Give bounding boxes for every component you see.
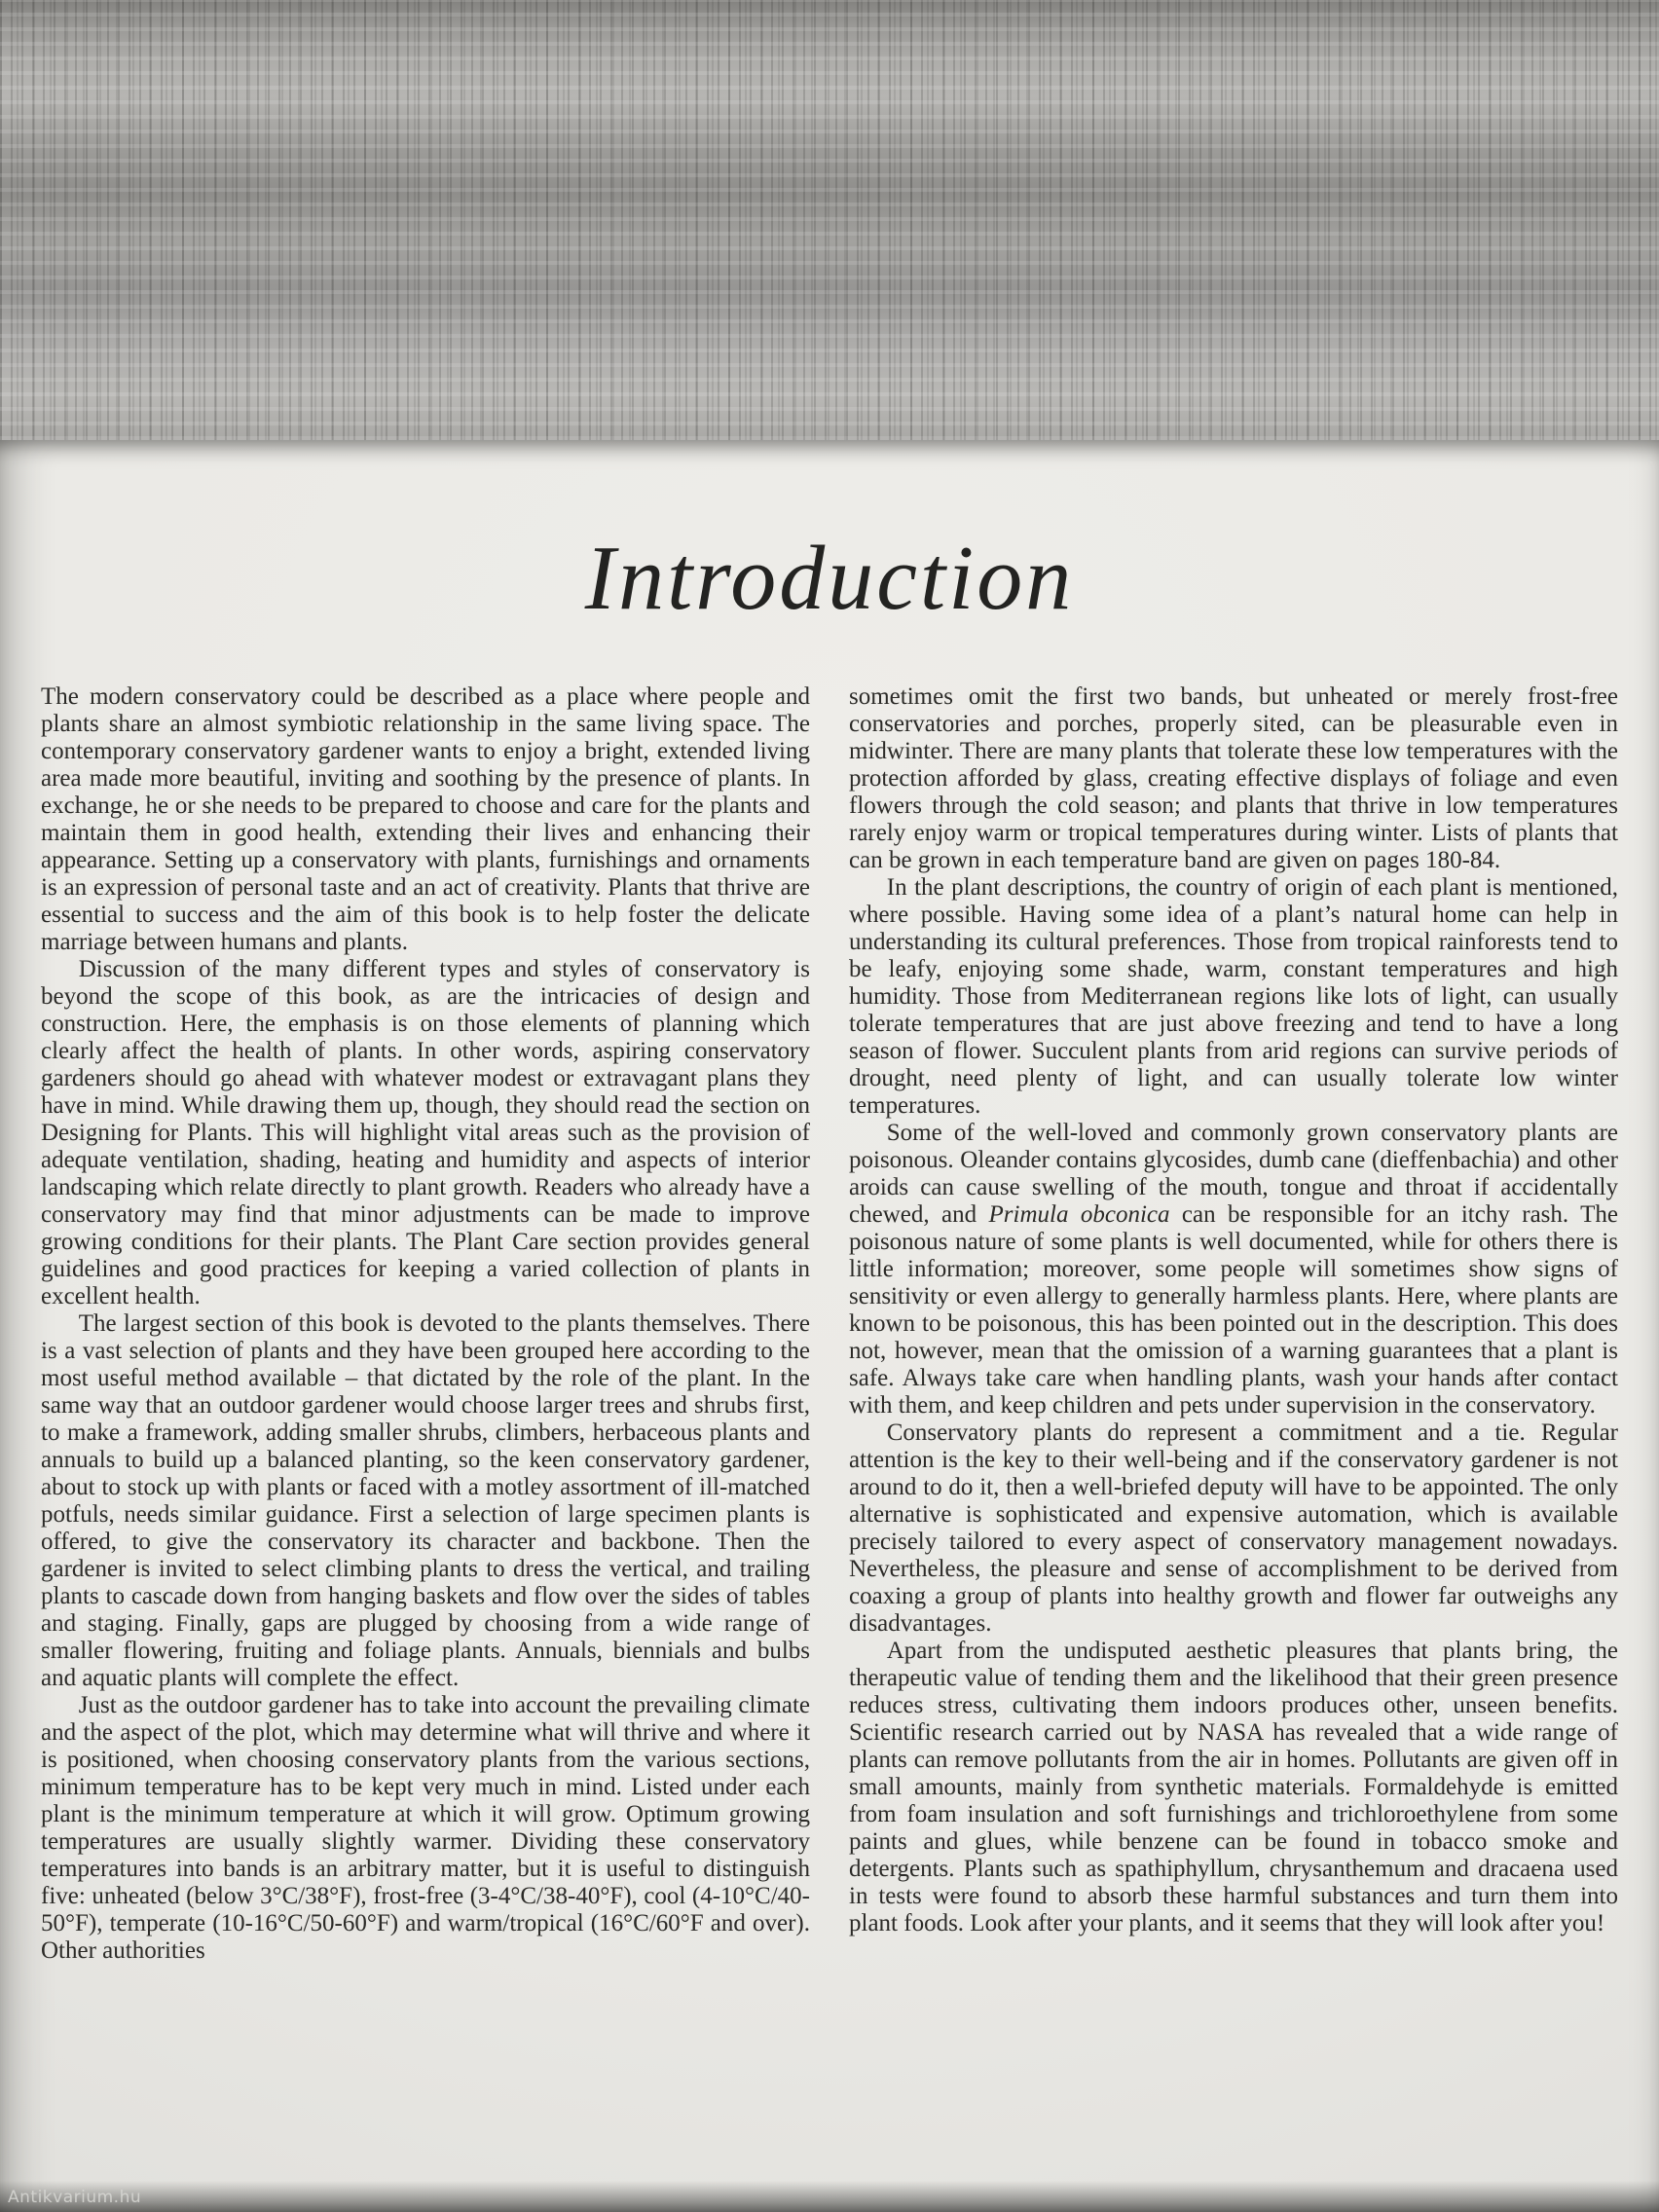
book-cover-texture bbox=[0, 0, 1659, 440]
archive-watermark: Antikvarium.hu bbox=[8, 2188, 142, 2207]
left-column bbox=[41, 683, 810, 1965]
paragraph-left-2: Discussion of the many different types and styles of conservatory is beyond the scope of this book, as are the intricacies of design and construction. Here, the emphasis is on those elements of planning which clearly affect the health of plants. In other words, aspiring conservatory gardeners should go ahead with whatever modest or extravagant plans they have in mind. While drawing them up, though, they should read the section on Designing for Plants. This will highlight vital areas such as the provision of adequate ventilation, shading, heating and humidity and aspects of interior landscaping which relate directly to plant growth. Readers who already have a conservatory may find that minor adjustments can be made to improve growing conditions for their plants. The Plant Care section provides general guidelines and good practices for keeping a varied collection of plants in excellent health. bbox=[41, 956, 810, 1309]
text-columns bbox=[0, 683, 1659, 1965]
paragraph-right-1: sometimes omit the first two bands, but unheated or merely frost-free conservatories and porches, properly sited, can be pleasurable even in midwinter. There are many plants that tolerate these low temperatures with the protection afforded by glass, creating effective displays of foliage and even flowers through the cold season; and plants that thrive in low temperatures rarely enjoy warm or tropical temperatures during winter. Lists of plants that can be grown in each temperature band are given on pages 180-84. bbox=[849, 683, 1618, 873]
paragraph-left-4: Just as the outdoor gardener has to take into account the prevailing climate and the aspect of the plot, which may determine what will thrive and where it is positioned, when choosing conservatory plants from the various sections, minimum temperature has to be kept very much in mind. Listed under each plant is the minimum temperature at which it will grow. Optimum growing temperatures are usually slightly warmer. Dividing these conservatory temperatures into bands is an arbitrary matter, but it is useful to distinguish five: unheated (below 3°C/38°F), frost-free (3-4°C/38-40°F), cool (4-10°C/40-50°F), temperate (10-16°C/50-60°F) and warm/tropical (16°C/60°F and over). Other authorities bbox=[41, 1692, 810, 1964]
paragraph-right-3-text-after: can be responsible for an itchy rash. The poisonous nature of some plants is well documented, while for others there is little information; moreover, some people will sometimes show signs of sensitivity or even allergy to generally harmless plants. Here, where plants are known to be poisonous, this has been pointed out in the description. This does not, however, mean that the omission of a warning guarantees that a plant is safe. Always take care when handling plants, wash your hands after contact with them, and keep children and pets under supervision in the conservatory. bbox=[849, 1201, 1618, 1419]
paragraph-right-4: Conservatory plants do represent a commitment and a tie. Regular attention is the key to their well-being and if the conservatory gardener is not around to do it, then a well-briefed deputy will have to be appointed. The only alternative is sophisticated and expensive automation, which is available precisely tailored to every aspect of conservatory management nowadays. Nevertheless, the pleasure and sense of accomplishment to be derived from coaxing a group of plants into healthy growth and flower far outweighs any disadvantages. bbox=[849, 1419, 1618, 1637]
paragraph-right-3-text: Some of the well-loved and commonly grown conservatory plants are poisonous. Oleander contains glycosides, dumb cane (dieffenbachia) and other aroids can cause swelling of the mouth, tongue and throat if accidentally chewed, and bbox=[849, 1120, 1618, 1228]
paragraph-right-2: In the plant descriptions, the country of origin of each plant is mentioned, where possible. Having some idea of a plant’s natural home can help in understanding its cultural preferences. Those from tropical rainforests tend to be leafy, enjoying some shade, warm, constant temperatures and high humidity. Those from Mediterranean regions like lots of light, can usually tolerate temperatures that are just above freezing and tend to have a long season of flower. Succulent plants from arid regions can survive periods of drought, need plenty of light, and can usually tolerate low winter temperatures. bbox=[849, 874, 1618, 1119]
page bbox=[0, 440, 1659, 2212]
paragraph-left-1: The modern conservatory could be described as a place where people and plants share an almost symbiotic relationship in the same living space. The contemporary conservatory gardener wants to enjoy a bright, extended living area made more beautiful, inviting and soothing by the presence of plants. In exchange, he or she needs to be prepared to choose and care for the plants and maintain them in good health, extending their lives and enhancing their appearance. Setting up a conservatory with plants, furnishings and ornaments is an expression of personal taste and an act of creativity. Plants that thrive are essential to success and the aim of this book is to help foster the delicate marriage between humans and plants. bbox=[41, 683, 810, 955]
scan-bottom-edge bbox=[0, 2181, 1659, 2212]
paragraph-right-5: Apart from the undisputed aesthetic pleasures that plants bring, the therapeutic value of tending them and the likelihood that their green presence reduces stress, cultivating them indoors produces other, unseen benefits. Scientific research carried out by NASA has revealed that a wide range of plants can remove pollutants from the air in homes. Pollutants are given off in small amounts, mainly from synthetic materials. Formaldehyde is emitted from foam insulation and soft furnishings and trichloroethylene from some paints and glues, while benzene can be found in tobacco smoke and detergents. Plants such as spathiphyllum, chrysanthemum and dracaena used in tests were found to absorb these harmful substances and turn them into plant foods. Look after your plants, and it seems that they will look after you! bbox=[849, 1638, 1618, 1936]
paragraph-left-3: The largest section of this book is devoted to the plants themselves. There is a vast selection of plants and they have been grouped here according to the most useful method available – that dictated by the role of the plant. In the same way that an outdoor gardener would choose larger trees and shrubs first, to make a framework, adding smaller shrubs, climbers, herbaceous plants and annuals to build up a balanced planting, so the keen conservatory gardener, about to stock up with plants or faced with a motley assortment of ill-matched potfuls, needs similar guidance. First a selection of large specimen plants is offered, to give the conservatory its character and backbone. Then the gardener is invited to select climbing plants to dress the vertical, and trailing plants to cascade down from hanging baskets and flow over the sides of tables and staging. Finally, gaps are plugged by choosing from a wide range of smaller flowering, fruiting and foliage plants. Annuals, biennials and bulbs and aquatic plants will complete the effect. bbox=[41, 1310, 810, 1691]
paragraph-right-3 bbox=[849, 1120, 1618, 1419]
page-title: Introduction bbox=[584, 528, 1075, 629]
right-column bbox=[849, 683, 1618, 1965]
latin-plant-name: Primula obconica bbox=[988, 1201, 1170, 1228]
